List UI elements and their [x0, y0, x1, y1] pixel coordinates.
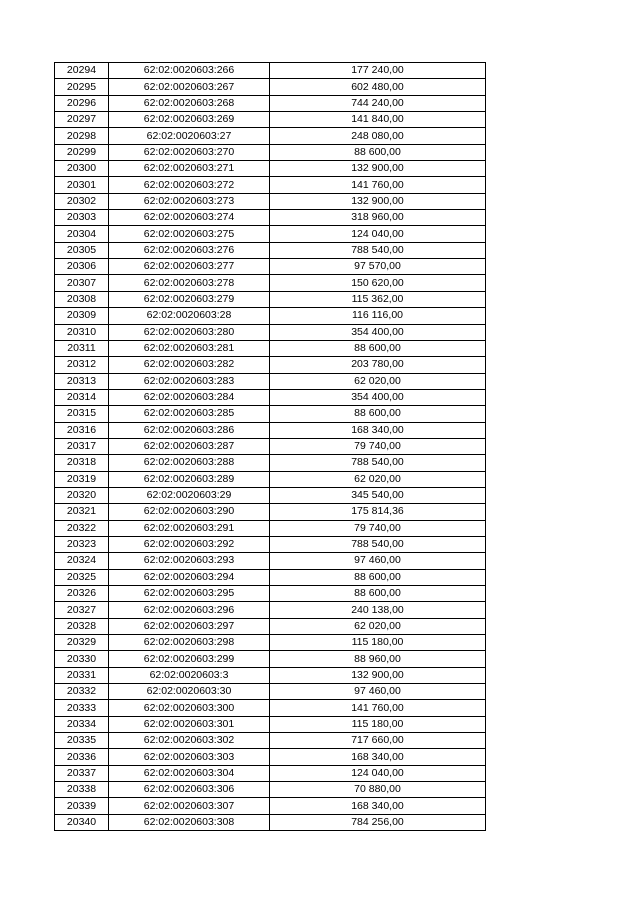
- row-number-cell: 20334: [55, 716, 109, 732]
- table-row: [55, 651, 486, 667]
- table-row: [55, 406, 486, 422]
- cadastral-number-cell: 62:02:0020603:280: [109, 324, 270, 340]
- cadastral-value-table: [54, 62, 486, 831]
- row-number-cell: 20328: [55, 618, 109, 634]
- row-number-cell: 20337: [55, 765, 109, 781]
- cadastral-value-cell: 318 960,00: [270, 210, 486, 226]
- table-row: [55, 569, 486, 585]
- cadastral-number-cell: 62:02:0020603:285: [109, 406, 270, 422]
- table-row: [55, 324, 486, 340]
- cadastral-value-cell: 175 814,36: [270, 504, 486, 520]
- table-row: [55, 112, 486, 128]
- cadastral-value-cell: 168 340,00: [270, 749, 486, 765]
- row-number-cell: 20313: [55, 373, 109, 389]
- cadastral-value-cell: 62 020,00: [270, 373, 486, 389]
- cadastral-number-cell: 62:02:0020603:27: [109, 128, 270, 144]
- table-row: [55, 602, 486, 618]
- table-row: [55, 553, 486, 569]
- table-row: [55, 128, 486, 144]
- cadastral-number-cell: 62:02:0020603:30: [109, 684, 270, 700]
- cadastral-value-cell: 79 740,00: [270, 520, 486, 536]
- cadastral-number-cell: 62:02:0020603:282: [109, 357, 270, 373]
- row-number-cell: 20311: [55, 340, 109, 356]
- row-number-cell: 20296: [55, 95, 109, 111]
- table-row: [55, 487, 486, 503]
- cadastral-number-cell: 62:02:0020603:294: [109, 569, 270, 585]
- cadastral-number-cell: 62:02:0020603:267: [109, 79, 270, 95]
- row-number-cell: 20340: [55, 814, 109, 830]
- row-number-cell: 20339: [55, 798, 109, 814]
- row-number-cell: 20331: [55, 667, 109, 683]
- cadastral-number-cell: 62:02:0020603:296: [109, 602, 270, 618]
- cadastral-number-cell: 62:02:0020603:286: [109, 422, 270, 438]
- row-number-cell: 20338: [55, 782, 109, 798]
- row-number-cell: 20294: [55, 63, 109, 79]
- row-number-cell: 20312: [55, 357, 109, 373]
- cadastral-number-cell: 62:02:0020603:271: [109, 161, 270, 177]
- table-row: [55, 618, 486, 634]
- row-number-cell: 20299: [55, 144, 109, 160]
- table-row: [55, 716, 486, 732]
- row-number-cell: 20315: [55, 406, 109, 422]
- cadastral-value-cell: 168 340,00: [270, 798, 486, 814]
- cadastral-number-cell: 62:02:0020603:298: [109, 635, 270, 651]
- cadastral-number-cell: 62:02:0020603:308: [109, 814, 270, 830]
- cadastral-value-cell: 240 138,00: [270, 602, 486, 618]
- cadastral-number-cell: 62:02:0020603:270: [109, 144, 270, 160]
- cadastral-number-cell: 62:02:0020603:303: [109, 749, 270, 765]
- table-row: [55, 438, 486, 454]
- cadastral-number-cell: 62:02:0020603:306: [109, 782, 270, 798]
- row-number-cell: 20298: [55, 128, 109, 144]
- cadastral-value-cell: 788 540,00: [270, 455, 486, 471]
- table-body: [55, 63, 486, 831]
- cadastral-number-cell: 62:02:0020603:274: [109, 210, 270, 226]
- cadastral-number-cell: 62:02:0020603:295: [109, 586, 270, 602]
- table-row: [55, 63, 486, 79]
- cadastral-value-cell: 788 540,00: [270, 536, 486, 552]
- cadastral-number-cell: 62:02:0020603:287: [109, 438, 270, 454]
- cadastral-number-cell: 62:02:0020603:289: [109, 471, 270, 487]
- row-number-cell: 20318: [55, 455, 109, 471]
- cadastral-number-cell: 62:02:0020603:277: [109, 259, 270, 275]
- row-number-cell: 20326: [55, 586, 109, 602]
- table-row: [55, 536, 486, 552]
- row-number-cell: 20317: [55, 438, 109, 454]
- cadastral-value-cell: 132 900,00: [270, 667, 486, 683]
- cadastral-value-cell: 115 180,00: [270, 716, 486, 732]
- row-number-cell: 20306: [55, 259, 109, 275]
- cadastral-value-cell: 115 180,00: [270, 635, 486, 651]
- row-number-cell: 20307: [55, 275, 109, 291]
- cadastral-value-cell: 88 600,00: [270, 586, 486, 602]
- row-number-cell: 20309: [55, 308, 109, 324]
- table-row: [55, 749, 486, 765]
- table-row: [55, 210, 486, 226]
- row-number-cell: 20321: [55, 504, 109, 520]
- cadastral-number-cell: 62:02:0020603:292: [109, 536, 270, 552]
- cadastral-value-cell: 70 880,00: [270, 782, 486, 798]
- row-number-cell: 20335: [55, 733, 109, 749]
- table-row: [55, 193, 486, 209]
- cadastral-value-cell: 97 460,00: [270, 684, 486, 700]
- table-row: [55, 308, 486, 324]
- row-number-cell: 20327: [55, 602, 109, 618]
- table-row: [55, 95, 486, 111]
- cadastral-number-cell: 62:02:0020603:307: [109, 798, 270, 814]
- row-number-cell: 20300: [55, 161, 109, 177]
- cadastral-number-cell: 62:02:0020603:275: [109, 226, 270, 242]
- cadastral-number-cell: 62:02:0020603:268: [109, 95, 270, 111]
- cadastral-number-cell: 62:02:0020603:276: [109, 242, 270, 258]
- cadastral-number-cell: 62:02:0020603:283: [109, 373, 270, 389]
- cadastral-number-cell: 62:02:0020603:291: [109, 520, 270, 536]
- row-number-cell: 20304: [55, 226, 109, 242]
- cadastral-value-cell: 132 900,00: [270, 161, 486, 177]
- cadastral-value-cell: 88 960,00: [270, 651, 486, 667]
- cadastral-value-cell: 116 116,00: [270, 308, 486, 324]
- table-row: [55, 782, 486, 798]
- row-number-cell: 20308: [55, 291, 109, 307]
- cadastral-value-cell: 79 740,00: [270, 438, 486, 454]
- cadastral-number-cell: 62:02:0020603:273: [109, 193, 270, 209]
- row-number-cell: 20323: [55, 536, 109, 552]
- table-row: [55, 291, 486, 307]
- cadastral-value-cell: 124 040,00: [270, 765, 486, 781]
- cadastral-value-cell: 150 620,00: [270, 275, 486, 291]
- table-row: [55, 733, 486, 749]
- cadastral-value-cell: 345 540,00: [270, 487, 486, 503]
- row-number-cell: 20322: [55, 520, 109, 536]
- row-number-cell: 20324: [55, 553, 109, 569]
- cadastral-value-cell: 177 240,00: [270, 63, 486, 79]
- cadastral-value-cell: 97 460,00: [270, 553, 486, 569]
- row-number-cell: 20316: [55, 422, 109, 438]
- cadastral-value-cell: 124 040,00: [270, 226, 486, 242]
- cadastral-value-cell: 132 900,00: [270, 193, 486, 209]
- table-row: [55, 226, 486, 242]
- table-row: [55, 242, 486, 258]
- cadastral-value-cell: 788 540,00: [270, 242, 486, 258]
- cadastral-number-cell: 62:02:0020603:281: [109, 340, 270, 356]
- row-number-cell: 20310: [55, 324, 109, 340]
- cadastral-number-cell: 62:02:0020603:293: [109, 553, 270, 569]
- row-number-cell: 20297: [55, 112, 109, 128]
- row-number-cell: 20314: [55, 389, 109, 405]
- row-number-cell: 20332: [55, 684, 109, 700]
- row-number-cell: 20329: [55, 635, 109, 651]
- table-row: [55, 422, 486, 438]
- table-row: [55, 259, 486, 275]
- table-row: [55, 700, 486, 716]
- table-row: [55, 161, 486, 177]
- table-row: [55, 471, 486, 487]
- row-number-cell: 20305: [55, 242, 109, 258]
- cadastral-number-cell: 62:02:0020603:284: [109, 389, 270, 405]
- table-row: [55, 177, 486, 193]
- cadastral-value-cell: 203 780,00: [270, 357, 486, 373]
- cadastral-value-cell: 97 570,00: [270, 259, 486, 275]
- table-row: [55, 765, 486, 781]
- row-number-cell: 20302: [55, 193, 109, 209]
- cadastral-value-cell: 602 480,00: [270, 79, 486, 95]
- cadastral-value-cell: 354 400,00: [270, 389, 486, 405]
- cadastral-value-cell: 62 020,00: [270, 618, 486, 634]
- table-row: [55, 373, 486, 389]
- table-row: [55, 455, 486, 471]
- cadastral-value-cell: 115 362,00: [270, 291, 486, 307]
- table-row: [55, 684, 486, 700]
- row-number-cell: 20301: [55, 177, 109, 193]
- cadastral-number-cell: 62:02:0020603:279: [109, 291, 270, 307]
- cadastral-value-cell: 717 660,00: [270, 733, 486, 749]
- cadastral-number-cell: 62:02:0020603:269: [109, 112, 270, 128]
- cadastral-number-cell: 62:02:0020603:278: [109, 275, 270, 291]
- row-number-cell: 20319: [55, 471, 109, 487]
- cadastral-value-cell: 784 256,00: [270, 814, 486, 830]
- cadastral-value-cell: 141 760,00: [270, 177, 486, 193]
- cadastral-number-cell: 62:02:0020603:304: [109, 765, 270, 781]
- cadastral-number-cell: 62:02:0020603:272: [109, 177, 270, 193]
- table-row: [55, 798, 486, 814]
- table-row: [55, 144, 486, 160]
- cadastral-value-cell: 248 080,00: [270, 128, 486, 144]
- cadastral-number-cell: 62:02:0020603:297: [109, 618, 270, 634]
- cadastral-number-cell: 62:02:0020603:301: [109, 716, 270, 732]
- cadastral-number-cell: 62:02:0020603:300: [109, 700, 270, 716]
- table-row: [55, 340, 486, 356]
- cadastral-number-cell: 62:02:0020603:3: [109, 667, 270, 683]
- cadastral-number-cell: 62:02:0020603:266: [109, 63, 270, 79]
- row-number-cell: 20333: [55, 700, 109, 716]
- cadastral-value-cell: 88 600,00: [270, 340, 486, 356]
- cadastral-number-cell: 62:02:0020603:28: [109, 308, 270, 324]
- cadastral-value-cell: 354 400,00: [270, 324, 486, 340]
- row-number-cell: 20336: [55, 749, 109, 765]
- table-row: [55, 520, 486, 536]
- cadastral-number-cell: 62:02:0020603:29: [109, 487, 270, 503]
- row-number-cell: 20295: [55, 79, 109, 95]
- cadastral-value-cell: 88 600,00: [270, 144, 486, 160]
- row-number-cell: 20320: [55, 487, 109, 503]
- cadastral-value-cell: 62 020,00: [270, 471, 486, 487]
- cadastral-value-cell: 141 840,00: [270, 112, 486, 128]
- table-row: [55, 504, 486, 520]
- table-row: [55, 79, 486, 95]
- cadastral-number-cell: 62:02:0020603:288: [109, 455, 270, 471]
- cadastral-value-cell: 88 600,00: [270, 569, 486, 585]
- cadastral-number-cell: 62:02:0020603:302: [109, 733, 270, 749]
- row-number-cell: 20325: [55, 569, 109, 585]
- table-row: [55, 389, 486, 405]
- cadastral-value-cell: 744 240,00: [270, 95, 486, 111]
- table-row: [55, 275, 486, 291]
- cadastral-number-cell: 62:02:0020603:290: [109, 504, 270, 520]
- cadastral-value-cell: 168 340,00: [270, 422, 486, 438]
- table-row: [55, 635, 486, 651]
- table-row: [55, 357, 486, 373]
- table-row: [55, 586, 486, 602]
- table-row: [55, 814, 486, 830]
- cadastral-value-cell: 141 760,00: [270, 700, 486, 716]
- cadastral-number-cell: 62:02:0020603:299: [109, 651, 270, 667]
- cadastral-value-cell: 88 600,00: [270, 406, 486, 422]
- table-row: [55, 667, 486, 683]
- row-number-cell: 20303: [55, 210, 109, 226]
- row-number-cell: 20330: [55, 651, 109, 667]
